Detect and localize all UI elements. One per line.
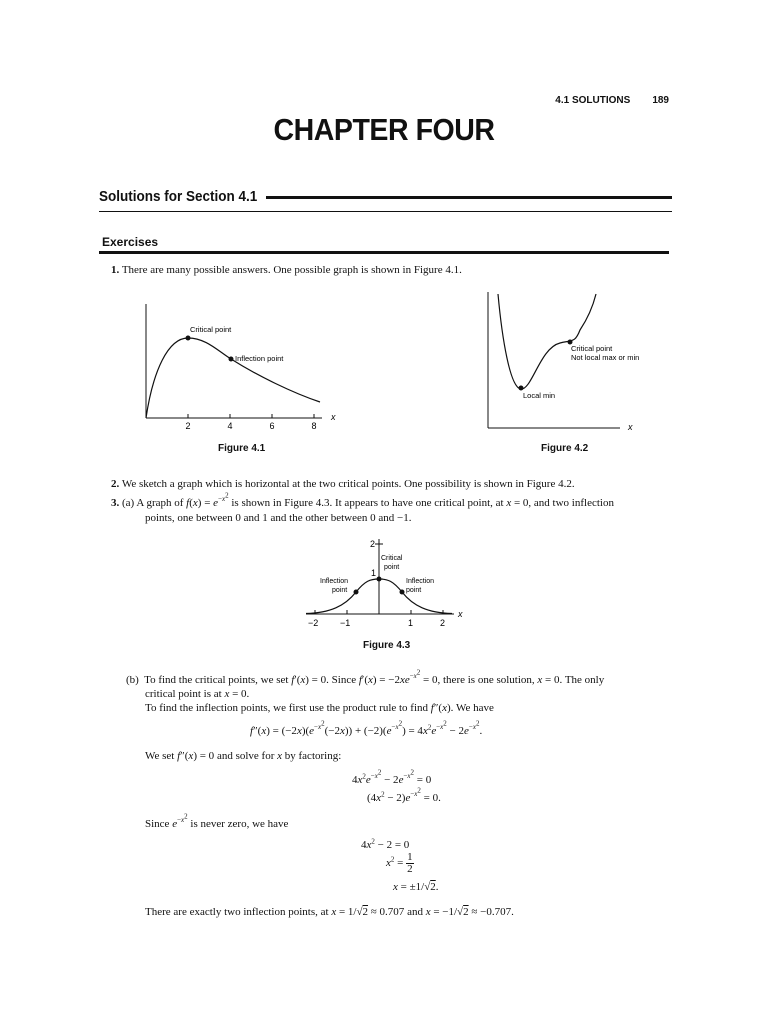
eq-infl-neg: x = −1/√2 ≈ −0.707.: [425, 906, 514, 918]
fig41-tick-label-2: 2: [185, 421, 191, 431]
exercise-2-number: 2.: [111, 478, 120, 490]
fig43-xtick-label-1: 1: [408, 618, 414, 628]
fig42-local-min-label: Local min: [523, 391, 556, 400]
part-b-text-3: , there is one solution,: [437, 674, 538, 686]
fig41-critical-label: Critical point: [190, 325, 232, 334]
part-b-line-4: [145, 749, 341, 764]
part-b-text-10: and solve for: [214, 750, 278, 762]
section-rule-thin: [99, 211, 672, 212]
fig41-tick-label-4: 4: [227, 421, 233, 431]
fig43-critical-label-2: point: [384, 564, 400, 571]
fig42-x-label: x: [628, 422, 633, 432]
fig43-xtick-label-2: 2: [440, 618, 446, 628]
part-b-line-5: [145, 813, 289, 832]
fig41-critical-point: [186, 336, 191, 341]
fig41-x-label: x: [331, 412, 336, 422]
running-header: [555, 95, 669, 106]
eq-f-def: $f(x) = e^{-x^2}$: [186, 492, 229, 509]
exercise-3-number: 3.: [111, 497, 120, 509]
fig41-curve: [146, 338, 320, 418]
eq-fprime: $f'(x) = -2xe^{-x^2} = 0$: [358, 669, 438, 686]
exercise-3a-line-2: points, one between 0 and 1 and the other between 0 and −1.: [145, 512, 412, 524]
part-b-text-9: We set: [145, 750, 178, 762]
part-b-text-6: .: [246, 688, 250, 700]
exercise-1-number: 1.: [111, 264, 120, 276]
part-b-line-6: [145, 905, 514, 920]
part-b-text-8: . We have: [450, 702, 494, 714]
part-b-text-14: There are exactly two inflection points, at: [145, 906, 332, 918]
figure-4-2: [480, 288, 650, 434]
exercise-1-text: There are many possible answers. One possible graph is shown in Figure 4.1.: [121, 264, 462, 276]
fig42-critical-label-1: Critical point: [571, 344, 613, 353]
exercise-3a-text-1: A graph of: [136, 497, 187, 509]
fig41-inflection-label: Inflection point: [235, 354, 284, 363]
part-b-line-1: [126, 669, 605, 688]
section-rule-thick: [266, 196, 672, 199]
fig42-critical-label-2: Not local max or min: [571, 353, 640, 362]
section-title: Solutions for Section 4.1: [99, 188, 258, 205]
fraction-one-half: $\frac{1}{2}$: [407, 851, 413, 875]
exercises-rule: [99, 251, 669, 254]
eq-x-zero-c: x = 0: [224, 688, 247, 700]
fig43-infl-right-label-2: point: [406, 587, 422, 594]
fig43-infl-left-label-2: point: [332, 587, 348, 594]
figure-4-1: [138, 296, 338, 436]
figure-4-3-caption: Figure 4.3: [363, 640, 411, 651]
fig43-x-label: x: [458, 609, 463, 619]
eq-x-zero-b: x = 0: [537, 674, 560, 686]
eq-fdoubleprime-ref: f″(x): [430, 702, 451, 714]
fig43-critical-label-1: Critical: [381, 555, 403, 562]
fig43-xtick-label-m2: −2: [308, 618, 319, 628]
var-x: x: [277, 750, 283, 762]
part-b-text-7: To find the inflection points, we first use the product rule to find: [145, 702, 431, 714]
eq-solve-3: x = ±1/√2.: [393, 881, 439, 893]
figure-4-3: [300, 536, 470, 632]
eq-solve-1: $4x^2 - 2 = 0$: [361, 837, 410, 851]
figure-4-2-caption: Figure 4.2: [541, 443, 589, 454]
fig43-ytick-label-1: 1: [371, 568, 377, 578]
eq-x-zero-a: x = 0: [506, 497, 529, 509]
fig43-inflection-left: [354, 590, 359, 595]
fig42-curve: [498, 294, 596, 389]
part-b-text-2: . Since: [326, 674, 359, 686]
eq-second-derivative: $f''(x) = (-2x)(e^{-x^2}(-2x)) + (-2)(e^{-x^2}) = 4x^2e^{-x^2} - 2e^{-x^2}$.: [250, 720, 483, 737]
fig43-critical-point: [377, 577, 382, 582]
eq-factor-2: $(4x^2 - 2)e^{-x^2} = 0$.: [367, 787, 441, 804]
running-header-section: 4.1 SOLUTIONS: [555, 95, 631, 106]
part-b-text-11: by factoring:: [282, 750, 342, 762]
fig43-xtick-label-m1: −1: [340, 618, 351, 628]
exercise-3a-line-1: [111, 492, 614, 511]
part-b-line-2: [145, 687, 249, 702]
chapter-title: CHAPTER FOUR: [273, 112, 495, 147]
exercise-2-text: We sketch a graph which is horizontal at the two critical points. One possibility is shown in Figure 4.2.: [121, 478, 575, 490]
part-b-text-1: To find the critical points, we set: [144, 674, 292, 686]
exercise-3a-label: (a): [122, 497, 135, 509]
fig43-infl-right-label-1: Inflection: [406, 578, 435, 585]
part-b-line-3: [145, 701, 494, 716]
exercise-3a-text-2: is shown in Figure 4.3. It appears to have one critical point, at: [228, 497, 507, 509]
part-b-label: (b): [126, 674, 139, 686]
exercises-heading: Exercises: [102, 235, 159, 249]
eq-exp-term: $e^{-x^2}$: [172, 813, 188, 830]
page-number: 189: [652, 95, 669, 106]
part-b-text-4: . The only: [559, 674, 605, 686]
part-b-text-15: and: [404, 906, 426, 918]
fig41-inflection-point: [229, 357, 234, 362]
figure-4-1-caption: Figure 4.1: [218, 443, 266, 454]
fig41-tick-label-8: 8: [311, 421, 317, 431]
eq-factor-1: $4x^2e^{-x^2} - 2e^{-x^2} = 0$: [352, 769, 432, 786]
fig42-local-min-point: [519, 386, 524, 391]
exercise-3a-text-3: , and two inflection: [528, 497, 614, 509]
eq-solve-2: $x^2$ = $\frac{1}{2}$: [386, 851, 413, 875]
exercise-2: [111, 477, 575, 492]
exercise-1: [111, 263, 462, 278]
fig41-tick-label-6: 6: [269, 421, 275, 431]
eq-fprime-zero: f′(x) = 0: [291, 674, 327, 686]
part-b-text-5: critical point is at: [145, 688, 225, 700]
fig43-ytick-label-2: 2: [370, 539, 376, 549]
eq-fdoubleprime-zero: f″(x) = 0: [177, 750, 215, 762]
part-b-text-12: Since: [145, 818, 173, 830]
fig43-inflection-right: [400, 590, 405, 595]
fig43-infl-left-label-1: Inflection: [320, 578, 349, 585]
eq-infl-pos: x = 1/√2 ≈ 0.707: [331, 906, 405, 918]
part-b-text-13: is never zero, we have: [187, 818, 289, 830]
